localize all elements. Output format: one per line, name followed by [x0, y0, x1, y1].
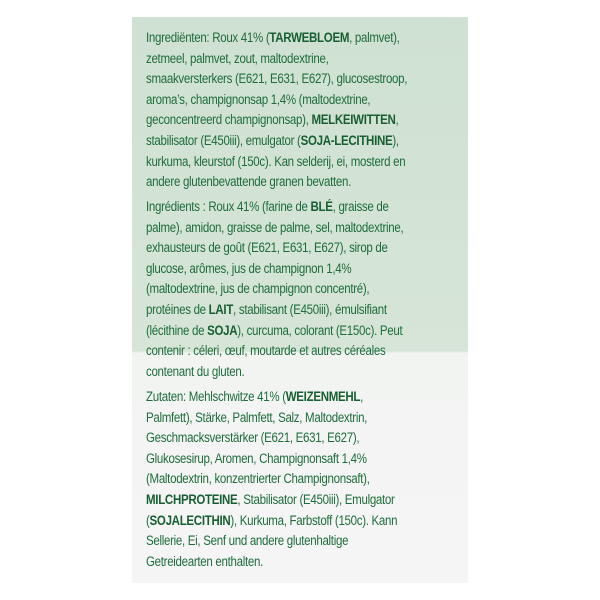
- ingredients-label-panel: [132, 17, 468, 583]
- text-line: [146, 28, 423, 49]
- text-segment: aroma’s, champignonsap 1,4% (maltodextrine,: [146, 91, 371, 107]
- text-line: [146, 172, 423, 193]
- text-segment: contenant du gluten.: [146, 363, 245, 379]
- text-segment: Ingrediënten: Roux 41% (: [146, 30, 270, 45]
- text-segment: Palmfett), Stärke, Palmfett, Salz, Maltodextrin,: [146, 409, 368, 425]
- text-segment: glucose, arômes, jus de champignon 1,4%: [146, 260, 352, 276]
- text-line: [146, 469, 423, 490]
- text-segment: exhausteurs de goût (E621, E631, E627), sirop de: [146, 240, 388, 256]
- text-segment: , stabilisant (E450iii), émulsifiant: [233, 301, 387, 317]
- allergen-highlight: MELKEIWITTEN: [311, 112, 396, 128]
- text-segment: Glukosesirup, Aromen, Champignonsaft 1,4%: [146, 450, 367, 466]
- text-segment: protéines de: [146, 301, 209, 317]
- text-line: [146, 300, 423, 321]
- allergen-highlight: LAIT: [208, 301, 234, 317]
- text-line: [146, 449, 423, 470]
- allergen-highlight: MILCHPROTEINE: [146, 491, 238, 507]
- allergen-highlight: TARWEBLOEM: [269, 30, 350, 45]
- text-segment: ),: [392, 132, 399, 148]
- text-segment: Sellerie, Ei, Senf und andere glutenhaltige: [146, 533, 349, 549]
- text-line: [146, 279, 423, 300]
- text-segment: ,: [395, 112, 399, 128]
- text-segment: ,: [360, 389, 364, 404]
- allergen-highlight: WEIZENMEHL: [285, 389, 361, 404]
- text-segment: (Maltodextrin, konzentrierter Champignonsaft),: [146, 471, 370, 487]
- text-segment: Getreidearten enthalten.: [146, 553, 263, 569]
- text-line: [146, 428, 423, 449]
- text-line: [146, 490, 423, 511]
- text-segment: kurkuma, kleurstof (150c). Kan selderij, ei, mosterd en: [146, 153, 406, 169]
- text-line: [146, 511, 423, 532]
- allergen-highlight: SOJA-LECITHINE: [300, 132, 393, 148]
- text-segment: ), curcuma, colorant (E150c). Peut: [237, 322, 403, 338]
- text-segment: , graisse de: [332, 199, 389, 214]
- text-segment: Geschmacksverstärker (E621, E631, E627),: [146, 430, 360, 446]
- text-segment: (: [146, 512, 150, 528]
- text-segment: (lécithine de: [146, 322, 208, 338]
- text-line: [146, 341, 423, 362]
- text-segment: contenir : céleri, œuf, moutarde et autres céréales: [146, 343, 386, 359]
- text-line: [146, 552, 423, 573]
- text-segment: (maltodextrine, jus de champignon concentré),: [146, 281, 370, 297]
- text-line: [146, 152, 423, 173]
- ingredients-dutch: [146, 28, 468, 193]
- text-line: [146, 49, 423, 70]
- text-segment: Ingrédients : Roux 41% (farine de: [146, 199, 311, 214]
- text-segment: , palmvet),: [349, 30, 400, 45]
- ingredients-french: [146, 197, 468, 382]
- text-line: [146, 531, 423, 552]
- text-segment: stabilisator (E450iii), emulgator (: [146, 132, 301, 148]
- allergen-highlight: BLÉ: [310, 199, 333, 214]
- text-segment: palme), amidon, graisse de palme, sel, maltodextrine,: [146, 219, 404, 235]
- text-line: [146, 362, 423, 383]
- text-segment: smaakversterkers (E621, E631, E627), glucosestroop,: [146, 71, 408, 87]
- text-line: [146, 321, 423, 342]
- text-segment: zetmeel, palmvet, zout, maltodextrine,: [146, 50, 329, 66]
- text-segment: , Stabilisator (E450iii), Emulgator: [237, 491, 395, 507]
- text-line: [146, 387, 423, 408]
- text-line: [146, 131, 423, 152]
- text-segment: Zutaten: Mehlschwitze 41% (: [146, 389, 286, 404]
- text-line: [146, 238, 423, 259]
- ingredients-german: [146, 387, 468, 572]
- text-segment: andere glutenbevattende granen bevatten.: [146, 174, 352, 190]
- text-line: [146, 90, 423, 111]
- text-segment: geconcentreerd champignonsap),: [146, 112, 312, 128]
- text-line: [146, 218, 423, 239]
- allergen-highlight: SOJA: [207, 322, 238, 338]
- text-line: [146, 197, 423, 218]
- text-line: [146, 259, 423, 280]
- allergen-highlight: SOJALECITHIN: [149, 512, 231, 528]
- text-line: [146, 408, 423, 429]
- text-segment: ), Kurkuma, Farbstoff (150c). Kann: [230, 512, 398, 528]
- text-line: [146, 110, 423, 131]
- text-line: [146, 69, 423, 90]
